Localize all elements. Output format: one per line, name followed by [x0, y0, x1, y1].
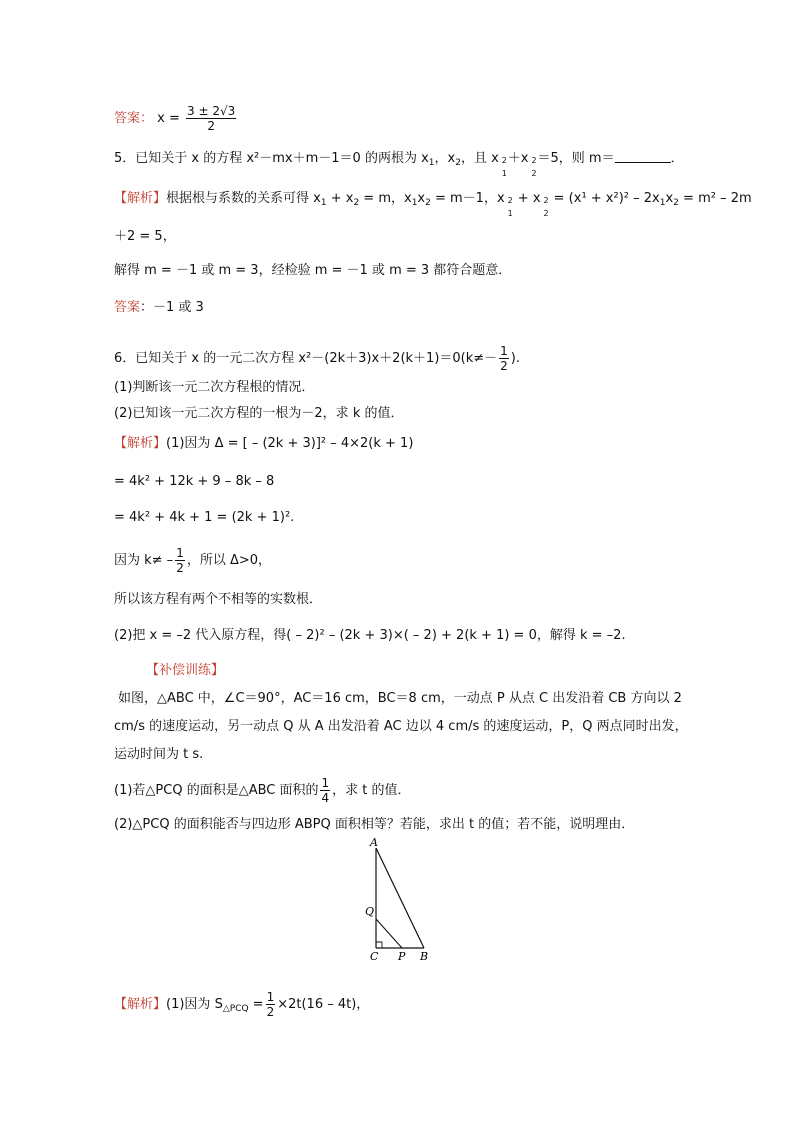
- extra-header: [146, 662, 224, 680]
- q5-stem-text: ，且 x: [460, 151, 499, 166]
- analysis-text: (1)因为 Δ = [ – (2k + 3)]² – 4×2(k + 1): [166, 436, 414, 451]
- label-a: A: [370, 836, 378, 849]
- subscript: 2: [455, 158, 461, 168]
- q5-analysis-line1: [114, 190, 752, 218]
- subscript: 1: [501, 169, 507, 178]
- q6-analysis-line5: 所以该方程有两个不相等的实数根．: [114, 592, 323, 607]
- q5-stem-text: ，x: [434, 151, 456, 166]
- subscript: △PCQ: [222, 1004, 249, 1014]
- superscript: 2: [543, 196, 549, 205]
- fraction: [499, 344, 509, 373]
- numerator: 1: [500, 344, 508, 358]
- extra-para3: 运动时间为 t s.: [114, 747, 204, 762]
- extra-para1: 如图，△ABC 中，∠C＝90°，AC＝16 cm，BC＝8 cm，一动点 P 从点 C 出发沿着 CB 方向以 2: [118, 691, 682, 706]
- subscript: 1: [320, 198, 327, 208]
- analysis-text: 因为 k≠ –: [114, 553, 174, 568]
- analysis-text: = (x¹ + x²)² – 2x: [549, 191, 660, 206]
- side-ab: [376, 848, 424, 948]
- analysis-text: = m，x: [359, 191, 412, 206]
- subscript: 1: [411, 198, 418, 208]
- label-b: B: [420, 950, 429, 963]
- q6-stem-text: 6．已知关于 x 的一元二次方程 x²－(2k＋3)x＋2(k＋1)＝0(k≠－: [114, 351, 498, 366]
- subscript: 2: [531, 169, 537, 178]
- extra-analysis-line1: [114, 990, 369, 1019]
- answer-lhs: x =: [157, 111, 180, 126]
- q6-stem: [114, 344, 520, 373]
- right-angle-mark: [376, 942, 382, 948]
- answer-label: 答案: [114, 300, 141, 315]
- label-q: Q: [365, 905, 375, 918]
- subscript: 2: [425, 198, 431, 208]
- q5-answer: [114, 299, 204, 317]
- fraction: [320, 776, 330, 805]
- extra-q1: [114, 776, 411, 805]
- q6-part1: (1)判断该一元二次方程根的情况．: [114, 380, 315, 395]
- q5-stem-text: ．: [670, 151, 684, 166]
- analysis-text: ×2t(16 – 4t)，: [277, 997, 370, 1012]
- q6-analysis-line1: [114, 435, 413, 453]
- answer-colon: ：: [140, 111, 154, 126]
- q5-analysis-line2: ＋2 = 5，: [114, 229, 176, 244]
- section-header: 【补偿训练】: [146, 663, 225, 678]
- triangle-figure: [360, 836, 440, 966]
- question-text: ，求 t 的值．: [332, 783, 411, 798]
- answer-fraction: [186, 104, 236, 133]
- subscript: 2: [353, 198, 360, 208]
- subscript: 2: [673, 198, 679, 208]
- numerator: 1: [176, 546, 184, 560]
- q5-stem-text: ＋x: [507, 151, 529, 166]
- q5-stem-text: ＝5，则 m＝: [537, 151, 615, 166]
- numerator: 1: [266, 990, 275, 1004]
- superscript: 2: [501, 156, 507, 165]
- analysis-text: x: [417, 191, 426, 206]
- superscript: 2: [507, 196, 513, 205]
- fraction: [266, 990, 276, 1019]
- denominator: 4: [321, 791, 330, 805]
- subscript: 1: [428, 158, 435, 168]
- q6-analysis-line6: (2)把 x = –2 代入原方程，得( – 2)² – (2k + 3)×( – 2) + 2(k + 1) = 0，解得 k = –2.: [114, 628, 626, 643]
- analysis-text: + x: [326, 191, 354, 206]
- q6-analysis-line4: [114, 546, 271, 575]
- q5-stem-text: 5．已知关于 x 的方程 x²－mx＋m－1＝0 的两根为 x: [114, 151, 429, 166]
- analysis-label: 【解析】: [114, 997, 167, 1012]
- answer-label: 答案: [114, 111, 141, 126]
- question-text: (1)若△PCQ 的面积是△ABC 面积的: [114, 783, 319, 798]
- analysis-text: ，所以 Δ>0，: [186, 553, 272, 568]
- analysis-text: 根据根与系数的关系可得 x: [166, 191, 321, 206]
- label-c: C: [370, 950, 379, 963]
- subscript: 2: [543, 209, 549, 218]
- analysis-label: 【解析】: [114, 436, 167, 451]
- answer-blank: [615, 150, 671, 163]
- q5-analysis-line3: 解得 m = －1 或 m = 3，经检验 m = －1 或 m = 3 都符合题意．: [114, 263, 512, 278]
- extra-para2: cm/s 的速度运动，另一动点 Q 从 A 出发沿着 AC 边以 4 cm/s 的速度运动，P，Q 两点同时出发，: [114, 719, 688, 734]
- answer-numerator: 3 ± 2√3: [187, 104, 236, 118]
- analysis-text: + x: [513, 191, 541, 206]
- denominator: 2: [176, 561, 184, 575]
- analysis-text: x: [665, 191, 674, 206]
- analysis-text: =: [248, 997, 264, 1012]
- q6-stem-text: ).: [510, 351, 521, 366]
- denominator: 2: [500, 359, 508, 373]
- q6-analysis-line3: = 4k² + 4k + 1 = (2k + 1)².: [114, 510, 295, 525]
- analysis-text: = m－1，x: [430, 191, 505, 206]
- answer-text: ：－1 或 3: [140, 300, 204, 315]
- analysis-text: (1)因为 S: [166, 997, 223, 1012]
- fraction: [175, 546, 185, 575]
- segment-qp: [376, 919, 402, 948]
- q5-stem: [114, 150, 684, 178]
- analysis-label: 【解析】: [114, 191, 167, 206]
- subscript: 1: [659, 198, 666, 208]
- extra-q2: (2)△PCQ 的面积能否与四边形 ABPQ 面积相等？若能，求出 t 的值；若不能，说明理由．: [114, 817, 635, 832]
- q6-analysis-line2: = 4k² + 12k + 9 – 8k – 8: [114, 474, 275, 489]
- q6-part2: (2)已知该一元二次方程的一根为－2，求 k 的值．: [114, 406, 404, 421]
- analysis-text: = m² – 2m: [678, 191, 752, 206]
- q4-answer: [114, 104, 238, 133]
- numerator: 1: [321, 776, 330, 790]
- denominator: 2: [266, 1005, 275, 1019]
- label-p: P: [398, 950, 406, 963]
- superscript: 2: [531, 156, 537, 165]
- answer-denominator: 2: [207, 119, 215, 133]
- subscript: 1: [507, 209, 513, 218]
